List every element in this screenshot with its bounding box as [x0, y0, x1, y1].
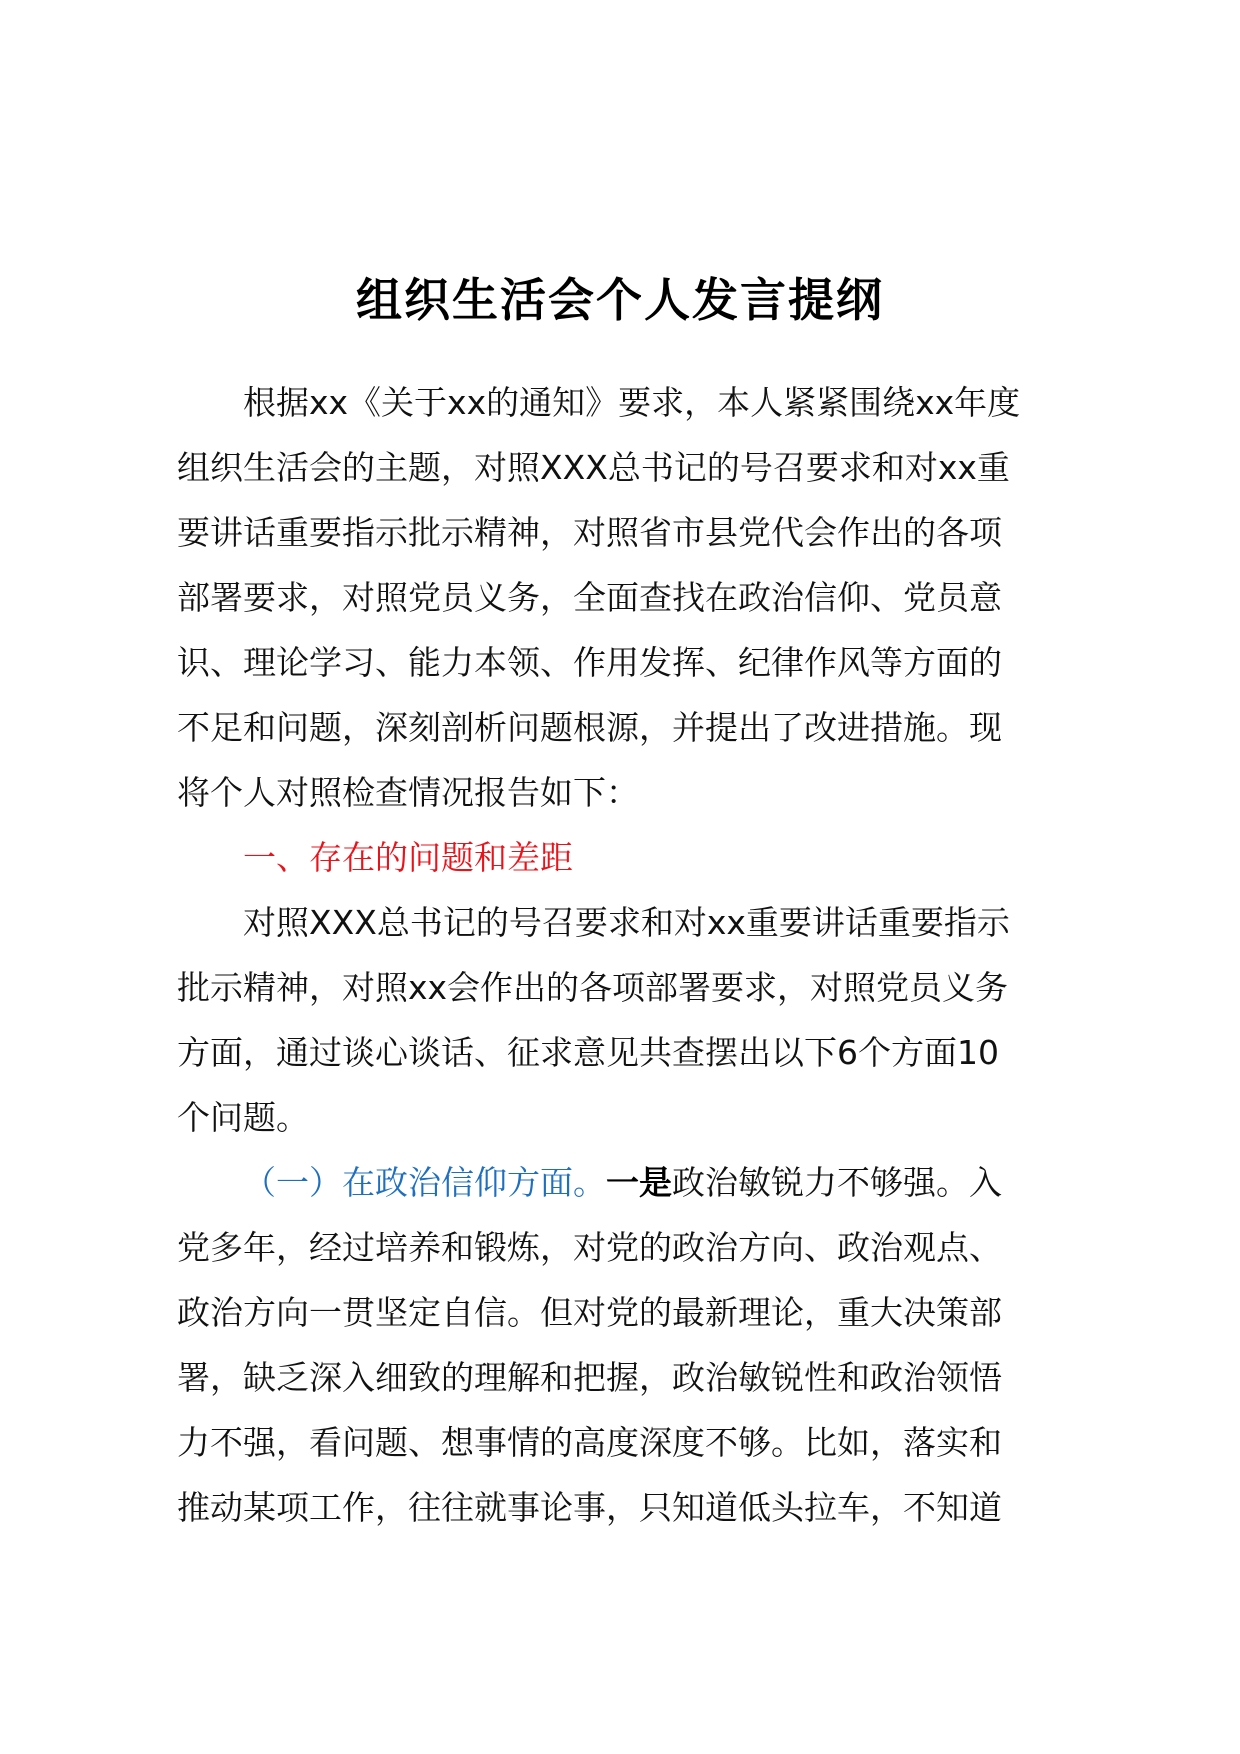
paragraph-line: 推动某项工作，往往就事论事，只知道低头拉车，不知道	[177, 1488, 1002, 1527]
section-heading: 一、存在的问题和差距	[243, 838, 573, 877]
paragraph-line: 党多年，经过培养和锻炼，对党的政治方向、政治观点、	[177, 1228, 1002, 1267]
subsection-paragraph	[177, 1150, 1097, 1540]
paragraph-line: 个问题。	[177, 1098, 309, 1137]
paragraph-line: 力不强，看问题、想事情的高度深度不够。比如，落实和	[177, 1423, 1002, 1462]
paragraph-line: 识、理论学习、能力本领、作用发挥、纪律作风等方面的	[177, 643, 1002, 682]
subsection-first-line	[177, 1150, 1097, 1215]
document-body	[177, 370, 1097, 1540]
paragraph-line: 批示精神，对照xx会作出的各项部署要求，对照党员义务	[177, 968, 1009, 1007]
paragraph-line: 部署要求，对照党员义务，全面查找在政治信仰、党员意	[177, 578, 1002, 617]
paragraph-line: 要讲话重要指示批示精神，对照省市县党代会作出的各项	[177, 513, 1002, 552]
paragraph-line: 组织生活会的主题，对照XXX总书记的号召要求和对xx重	[177, 448, 1010, 487]
subsection-heading: （一）在政治信仰方面。	[243, 1163, 606, 1202]
paragraph-line: 对照XXX总书记的号召要求和对xx重要讲话重要指示	[243, 903, 1010, 942]
section-paragraph	[177, 890, 1097, 1150]
paragraph-line: 不足和问题，深刻剖析问题根源，并提出了改进措施。现	[177, 708, 1002, 747]
paragraph-line: 根据xx《关于xx的通知》要求，本人紧紧围绕xx年度	[243, 383, 1021, 422]
paragraph-line: 政治方向一贯坚定自信。但对党的最新理论，重大决策部	[177, 1293, 1002, 1332]
paragraph-line: 署，缺乏深入细致的理解和把握，政治敏锐性和政治领悟	[177, 1358, 1002, 1397]
subsection-lead: 一是	[606, 1163, 672, 1202]
paragraph-line: 将个人对照检查情况报告如下：	[177, 773, 639, 812]
document-title: 组织生活会个人发言提纲	[356, 273, 884, 327]
paragraph-line: 方面，通过谈心谈话、征求意见共查摆出以下6个方面10	[177, 1033, 999, 1072]
subsection-first-line-text: 政治敏锐力不够强。入	[672, 1163, 1002, 1202]
intro-paragraph	[177, 370, 1097, 825]
